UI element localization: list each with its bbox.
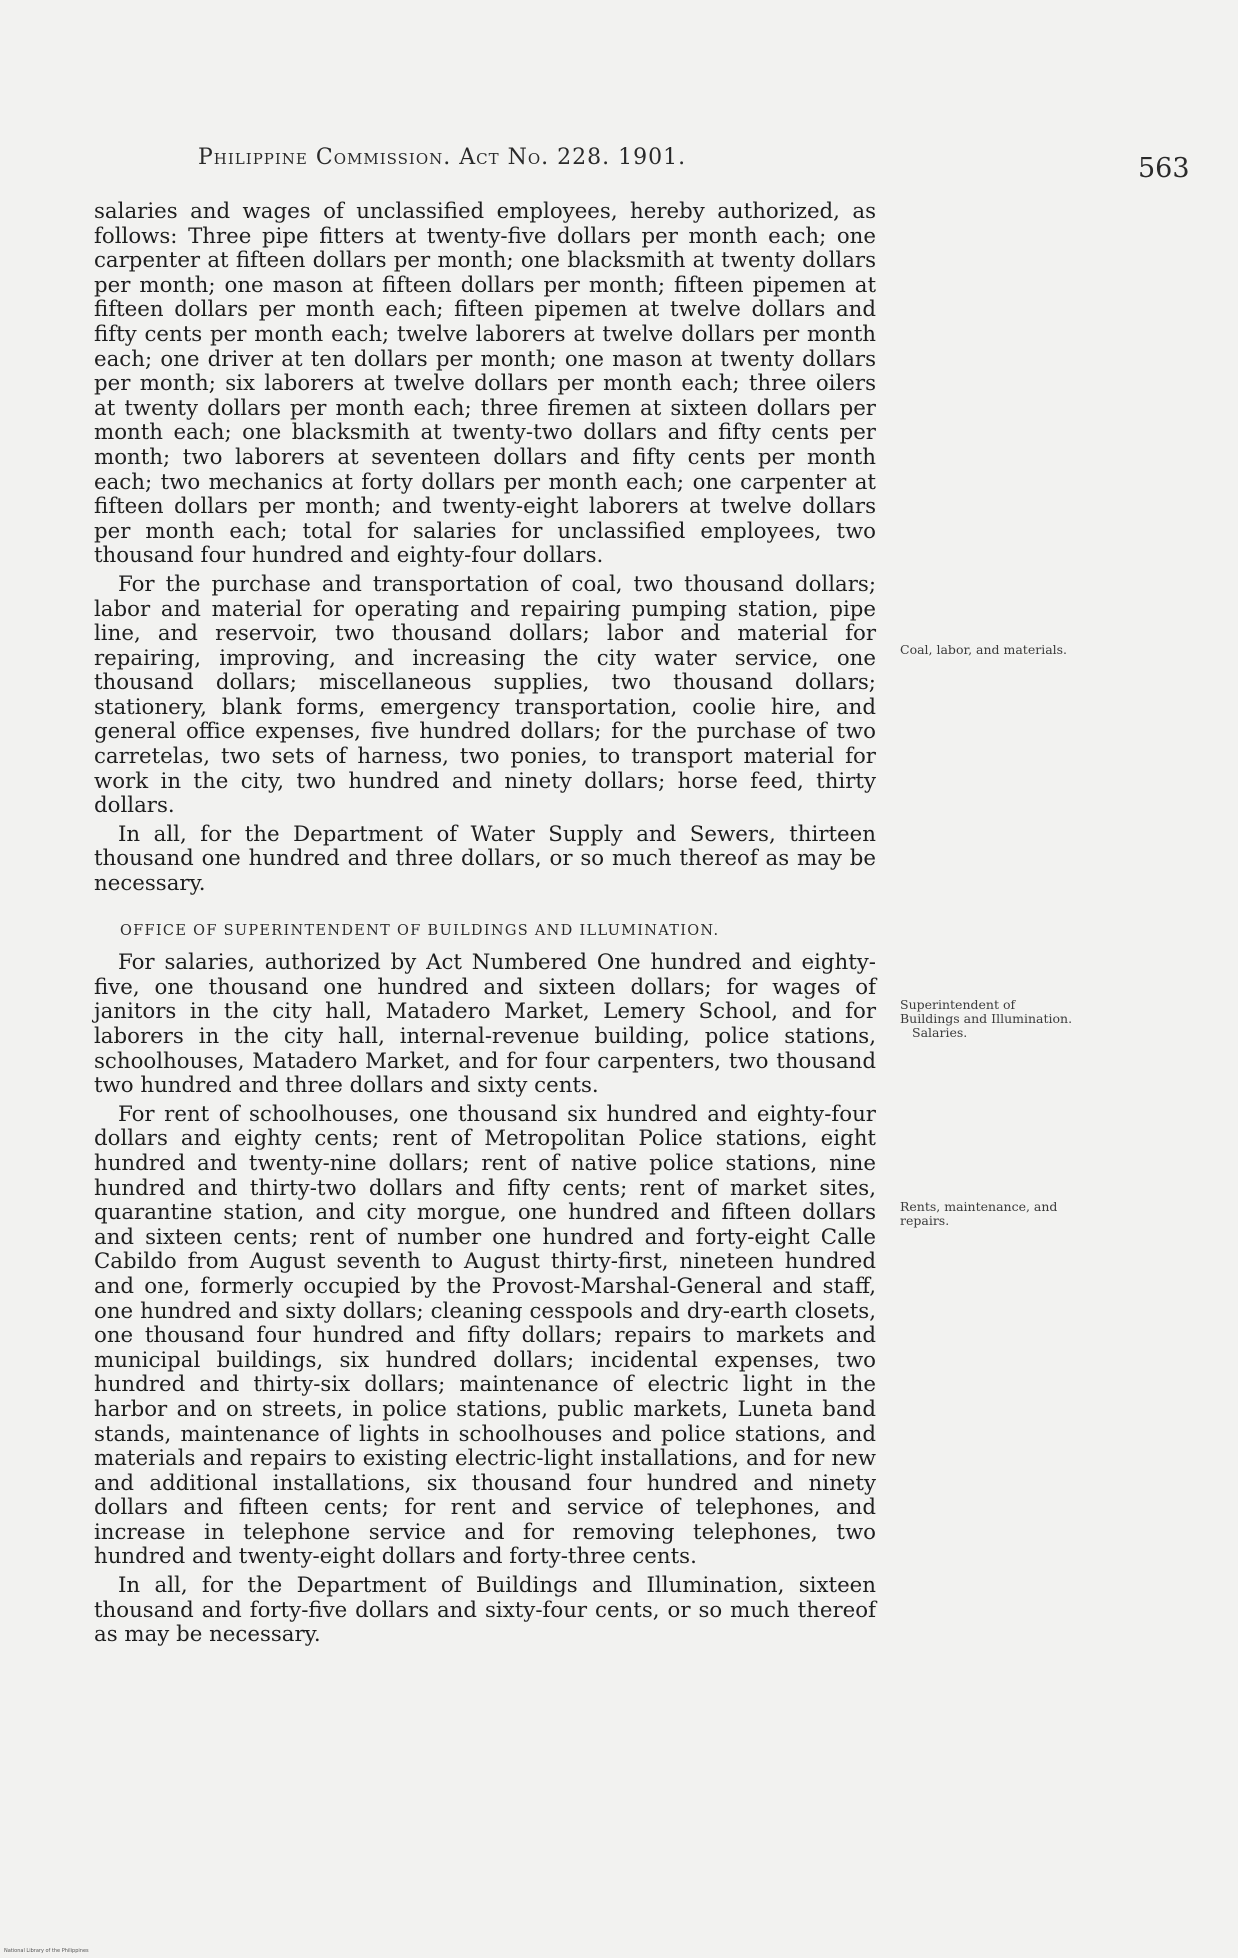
sidenote-coal: Coal, labor, and materials. [900, 642, 1068, 657]
section-heading: OFFICE OF SUPERINTENDENT OF BUILDINGS AND ILLUMINATION. [120, 922, 720, 939]
paragraph-rents: For rent of schoolhouses, one thousand six hundred and eighty-four dollars and eighty cents; rent of Metropolitan Police stations, eight hundred and twenty-nine dollars; rent of native police stations, nine hundred and thirty-two dollars and fifty cents; rent of market sites, quarantine station, and city morgue, one hundred and fifteen dollars and sixteen cents; rent of number one hundred and forty-eight Calle Cabildo from August seventh to August thirty-first, nineteen hundred and one, formerly occupied by the Provost-Marshal-General and staff, one hundred and sixty dollars; cleaning cesspools and dry-earth closets, one thousand four hundred and fifty dollars; repairs to markets and municipal buildings, six hundred dollars; incidental expenses, two hundred and thirty-six dollars; maintenance of electric light in the harbor and on streets, in police stations, public markets, Luneta band stands, maintenance of lights in schoolhouses and police stations, and materials and repairs to existing electric-light installations, and for new and additional installations, six thousand four hundred and ninety dollars and fifteen cents; for rent and service of telephones, and increase in telephone service and for removing telephones, two hundred and twenty-eight dollars and forty-three cents. [94, 1101, 876, 1570]
body-text [94, 200, 876, 1652]
sidenote-salaries: Salaries. [912, 1025, 968, 1040]
paragraph-salaries-continued: salaries and wages of unclassified employees, hereby authorized, as follows: Three pipe fitters at twenty-five dollars per month each; one carpenter at fifteen dollars per month; one blacksmith at twenty dollars per month; one mason at fifteen dollars per month; fifteen pipemen at fifteen dollars per month each; fifteen pipemen at twelve dollars and fifty cents per month each; twelve laborers at twelve dollars per month each; one driver at ten dollars per month; one mason at twenty dollars per month; six laborers at twelve dollars per month each; three oilers at twenty dollars per month each; three firemen at sixteen dollars per month each; one blacksmith at twenty-two dollars and fifty cents per month; two laborers at seventeen dollars and fifty cents per month each; two mechanics at forty dollars per month each; one carpenter at fifteen dollars per month; and twenty-eight laborers at twelve dollars per month each; total for salaries for unclassified employees, two thousand four hundred and eighty-four dollars. [94, 199, 876, 569]
page-number: 563 [1138, 153, 1190, 184]
sidenote-superintendent: Superintendent of Buildings and Illumination. Salaries. [900, 998, 1090, 1040]
running-head: Philippine Commission. Act No. 228. 1901. [198, 145, 687, 170]
paragraph-buildings-total: In all, for the Department of Buildings and Illumination, sixteen thousand and forty-five dollars and sixty-four cents, or so much thereof as may be necessary. [94, 1573, 876, 1648]
paragraph-coal: For the purchase and transportation of coal, two thousand dollars; labor and material for operating and repairing pumping station, pipe line, and reservoir, two thousand dollars; labor and material for repairing, improving, and increasing the city water service, one thousand dollars; miscellaneous supplies, two thousand dollars; stationery, blank forms, emergency transportation, coolie hire, and general office expenses, five hundred dollars; for the purchase of two carretelas, two sets of harness, two ponies, to transport material for work in the city, two hundred and ninety dollars; horse feed, thirty dollars. [94, 571, 876, 819]
paragraph-water-total: In all, for the Department of Water Supply and Sewers, thirteen thousand one hundred and three dollars, or so much thereof as may be necessary. [94, 821, 876, 897]
sidenote-rents: Rents, maintenance, and repairs. [900, 1199, 1058, 1228]
footer-credit: National Library of the Philippines [4, 1948, 89, 1954]
paragraph-salaries: For salaries, authorized by Act Numbered One hundred and eighty-five, one thousand one hundred and sixteen dollars; for wages of janitors in the city hall, Matadero Market, Lemery School, and for laborers in the city hall, internal-revenue building, police stations, schoolhouses, Matadero Market, and for four carpenters, two thousand two hundred and three dollars and sixty cents. [94, 950, 876, 1099]
